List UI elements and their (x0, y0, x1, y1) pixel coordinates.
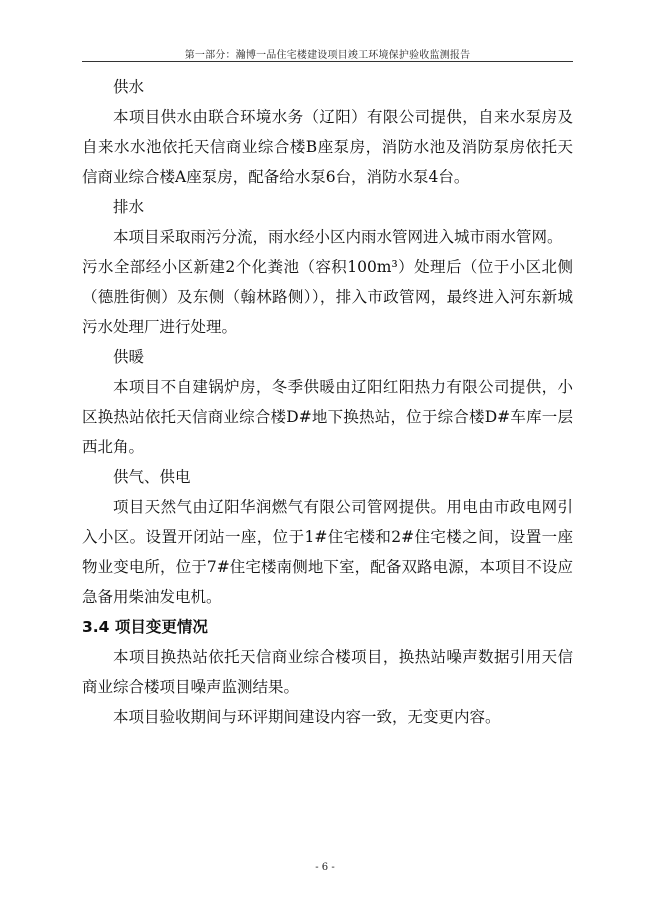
project-change-paragraph-2: 本项目验收期间与环评期间建设内容一致，无变更内容。 (113, 708, 501, 726)
page-header: 第一部分：瀚博一品住宅楼建设项目竣工环境保护验收监测报告 (184, 50, 471, 61)
drainage-paragraph-1: 本项目采取雨污分流，雨水经小区内雨水管网进入城市雨水管网。 (113, 228, 563, 246)
gas-power-paragraph: 项目天然气由辽阳华润燃气有限公司管网提供。用电由市政电网引入小区。设置开闭站一座，位于1#住宅楼和2#住宅楼之间，设置一座物业变电所，位于7#住宅楼南侧地下室，配备双路电源，本项目不设应急备用柴油发电机。 (82, 498, 573, 606)
water-supply-heading: 供水 (113, 78, 145, 96)
drainage-paragraph-2: 污水全部经小区新建2个化粪池（容积100m³）处理后（位于小区北侧（德胜街侧）及东侧（翰林路侧）），排入市政管网，最终进入河东新城污水处理厂进行处理。 (82, 258, 573, 336)
drainage-heading: 排水 (113, 198, 145, 216)
page-number: - 6 - (315, 862, 335, 873)
heating-heading: 供暖 (113, 348, 145, 366)
gas-power-heading: 供气、供电 (113, 468, 191, 486)
header-divider (82, 61, 573, 62)
document-body (82, 72, 573, 732)
chapter-heading-3-4: 3.4 项目变更情况 (82, 618, 208, 636)
heating-paragraph: 本项目不自建锅炉房，冬季供暖由辽阳红阳热力有限公司提供，小区换热站依托天信商业综合楼D#地下换热站，位于综合楼D#车库一层西北角。 (82, 378, 573, 456)
project-change-paragraph-1: 本项目换热站依托天信商业综合楼项目，换热站噪声数据引用天信商业综合楼项目噪声监测结果。 (82, 648, 573, 696)
water-supply-paragraph: 本项目供水由联合环境水务（辽阳）有限公司提供，自来水泵房及自来水水池依托天信商业综合楼B座泵房，消防水池及消防泵房依托天信商业综合楼A座泵房，配备给水泵6台，消防水泵4台。 (82, 108, 573, 186)
